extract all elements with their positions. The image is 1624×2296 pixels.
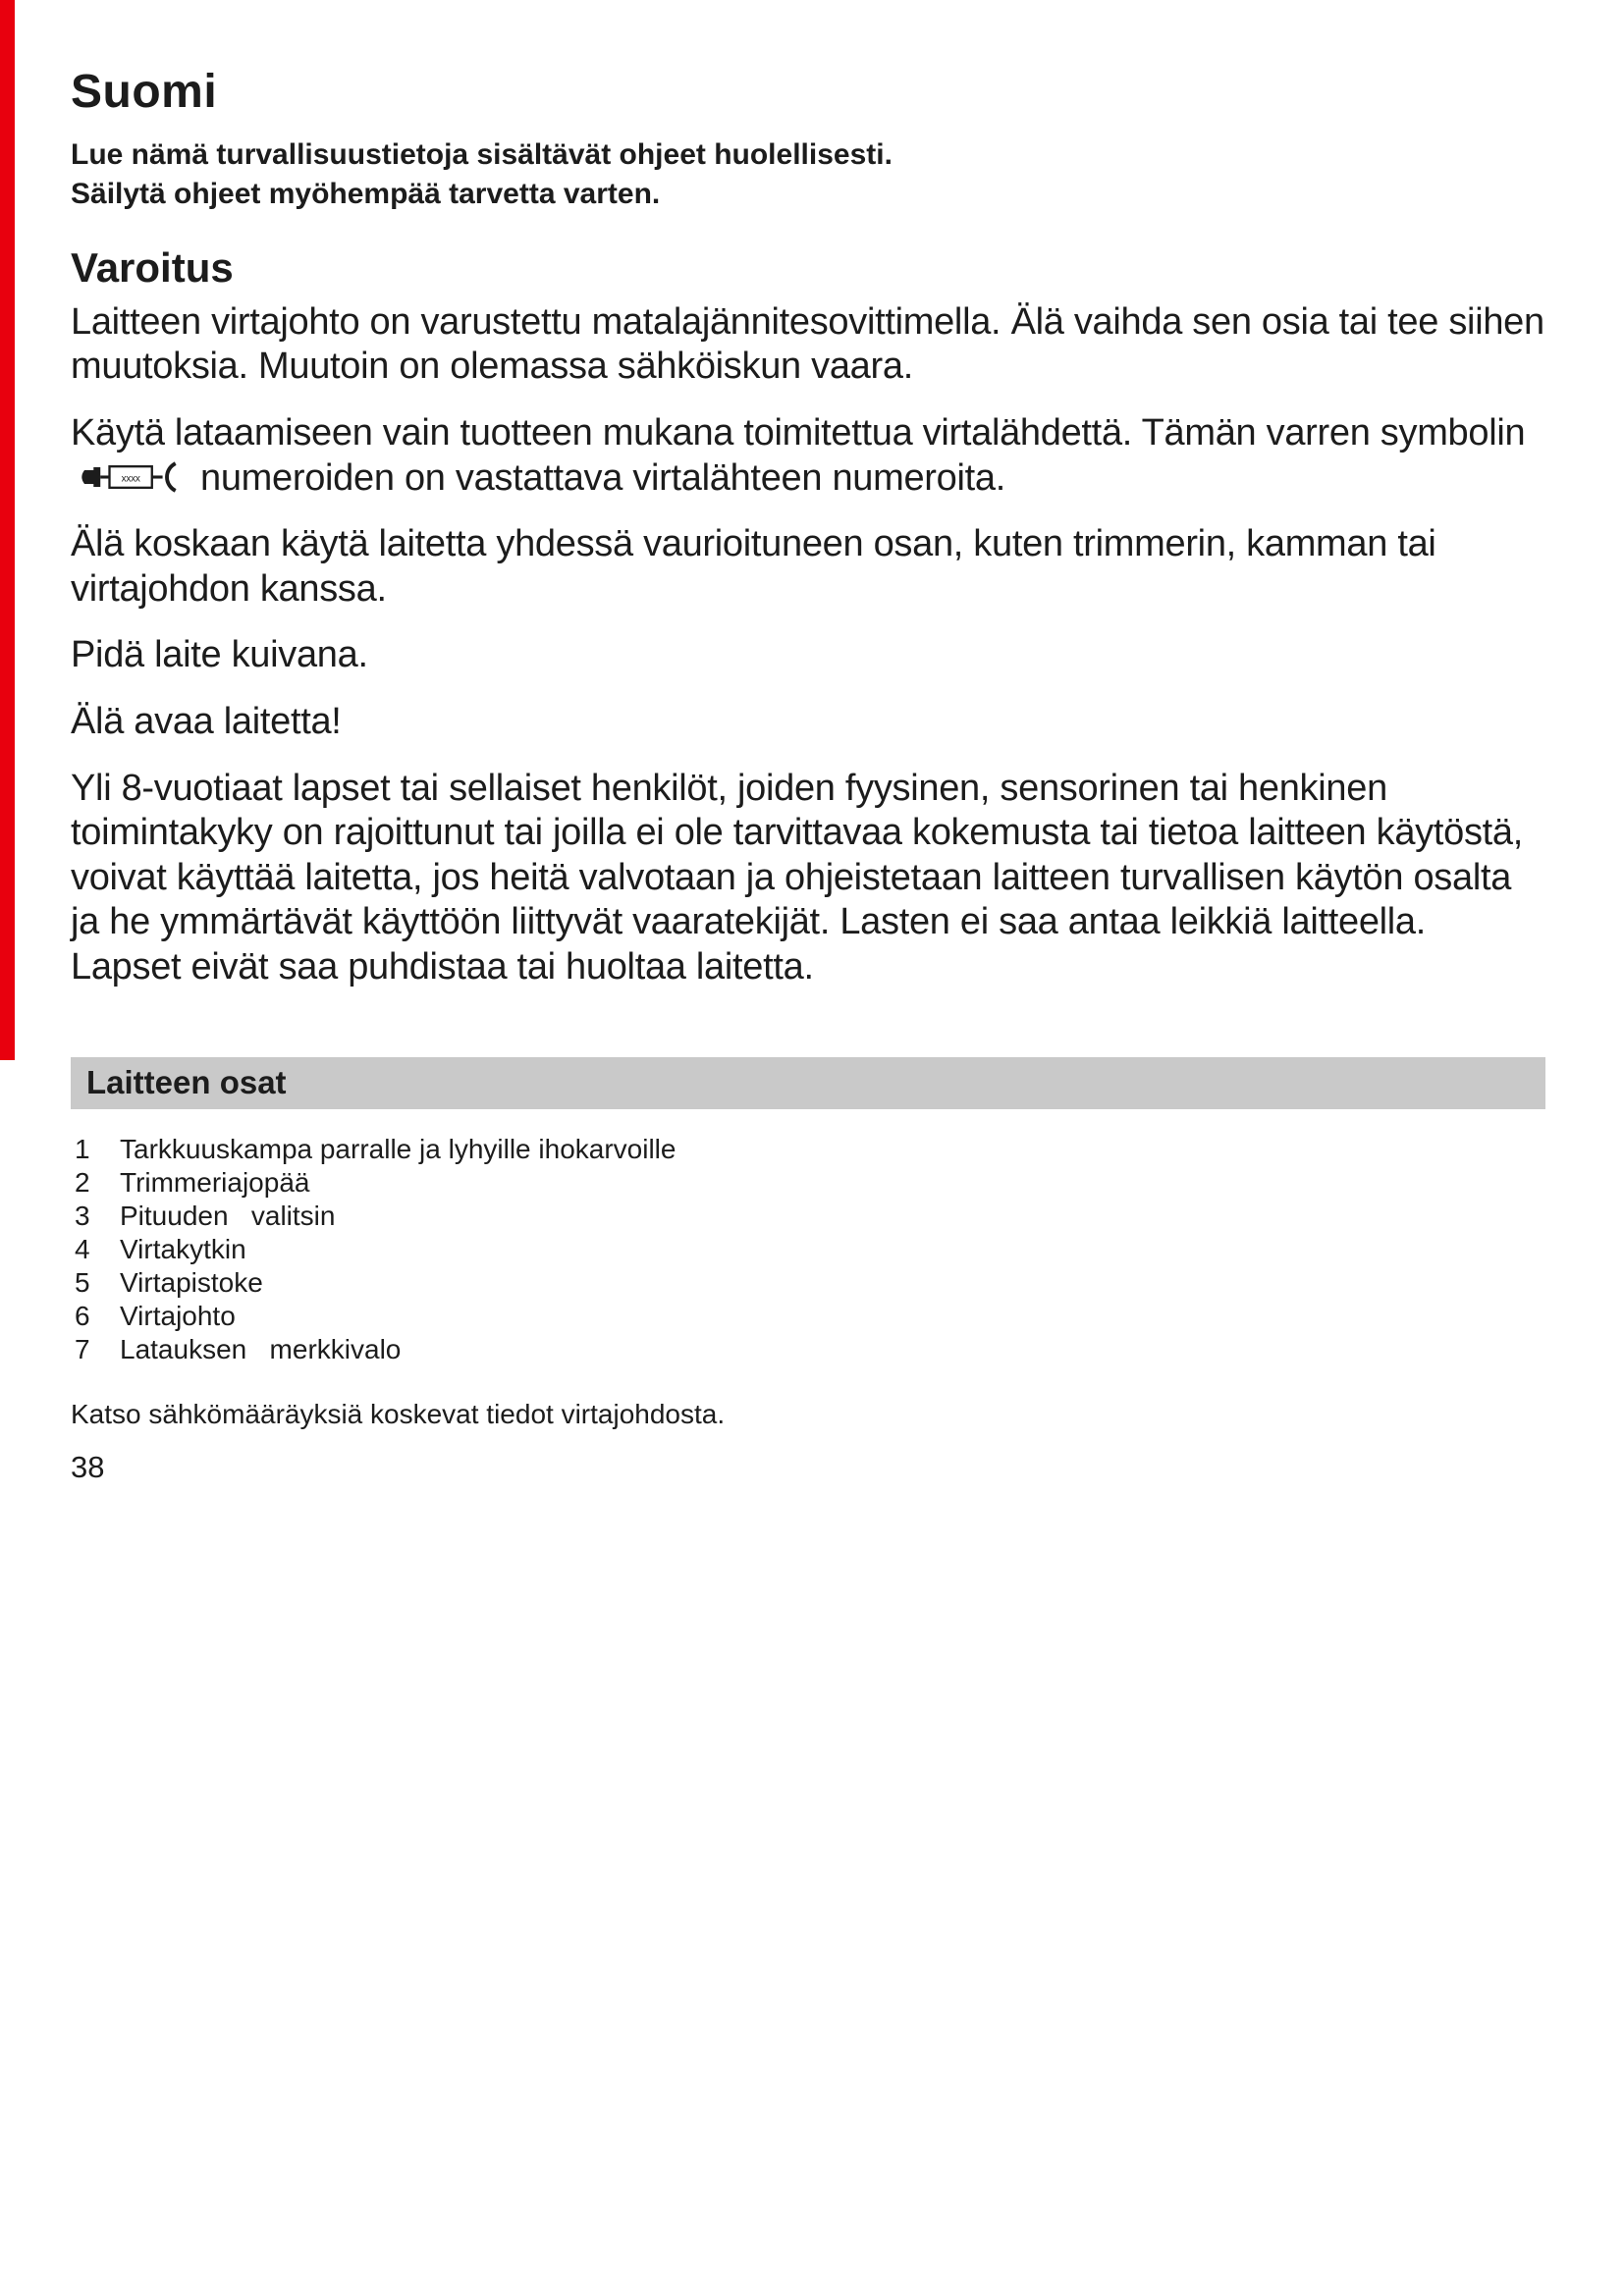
list-item-number: 4 bbox=[75, 1233, 90, 1264]
list-item bbox=[75, 1233, 1545, 1265]
symbol-label: xxxx bbox=[121, 473, 140, 485]
page-edge-accent-bar bbox=[0, 0, 15, 1060]
page-number: 38 bbox=[71, 1450, 105, 1485]
warning-paragraph-text: numeroiden on vastattava virtalähteen numeroita. bbox=[200, 456, 1005, 499]
list-item-number: 3 bbox=[75, 1200, 90, 1231]
warning-section bbox=[71, 243, 1545, 990]
warning-paragraph: Älä avaa laitetta! bbox=[71, 700, 342, 742]
safety-intro-line: Säilytä ohjeet myöhempää tarvetta varten. bbox=[71, 177, 661, 210]
warning-paragraph: Älä koskaan käytä laitetta yhdessä vaurioituneen osan, kuten trimmerin, kamman tai virtajohdon kanssa. bbox=[71, 523, 1436, 610]
parts-section bbox=[71, 1057, 1545, 1486]
list-item bbox=[75, 1133, 1545, 1165]
power-supply-symbol-icon bbox=[77, 460, 192, 494]
list-item-number: 2 bbox=[75, 1166, 90, 1198]
warning-paragraph: Laitteen virtajohto on varustettu matalajännitesovittimella. Älä vaihda sen osia tai tee siihen muutoksia. Muutoin on olemassa sähköiskun vaara. bbox=[71, 300, 1544, 388]
warning-paragraph bbox=[71, 411, 1545, 501]
electrical-note: Katso sähkömääräyksiä koskevat tiedot virtajohdosta. bbox=[71, 1398, 726, 1429]
list-item bbox=[75, 1200, 1545, 1232]
list-item-label: Trimmeriajopää bbox=[120, 1166, 310, 1198]
list-item-number: 5 bbox=[75, 1266, 90, 1298]
list-item bbox=[75, 1266, 1545, 1299]
list-item bbox=[75, 1300, 1545, 1332]
list-item-number: 6 bbox=[75, 1300, 90, 1331]
page-content bbox=[71, 66, 1545, 1485]
warning-paragraph-text: Käytä lataamiseen vain tuotteen mukana toimitettua virtalähdettä. Tämän varren symbolin bbox=[71, 411, 1526, 454]
list-item-number: 7 bbox=[75, 1333, 90, 1364]
socket-glyph bbox=[167, 463, 176, 491]
safety-intro bbox=[71, 135, 1545, 214]
warning-heading: Varoitus bbox=[71, 243, 234, 291]
list-item-label: Virtakytkin bbox=[120, 1233, 246, 1264]
list-item-number: 1 bbox=[75, 1133, 90, 1164]
list-item bbox=[75, 1333, 1545, 1365]
parts-list bbox=[71, 1133, 1545, 1365]
list-item-label: Virtapistoke bbox=[120, 1266, 263, 1298]
parts-heading: Laitteen osat bbox=[71, 1057, 1545, 1109]
list-item-label: Virtajohto bbox=[120, 1300, 236, 1331]
list-item-label: Tarkkuuskampa parralle ja lyhyille ihokarvoille bbox=[120, 1133, 677, 1164]
warning-paragraph: Pidä laite kuivana. bbox=[71, 634, 368, 676]
page-title: Suomi bbox=[71, 66, 218, 118]
list-item-label: Pituuden valitsin bbox=[120, 1200, 336, 1231]
list-item bbox=[75, 1166, 1545, 1199]
safety-intro-line: Lue nämä turvallisuustietoja sisältävät ohjeet huolellisesti. bbox=[71, 138, 893, 171]
list-item-label: Latauksen merkkivalo bbox=[120, 1333, 402, 1364]
warning-paragraph: Yli 8-vuotiaat lapset tai sellaiset henkilöt, joiden fyysinen, sensorinen tai henkinen toimintakyky on rajoittunut tai joilla ei ole tarvittavaa kokemusta tai tietoa laitteen käytöstä, voivat käyttää laitetta, jos heitä valvotaan ja ohjeistetaan laitteen turvallisen käytön osalta ja he ymmärtävät käyttöön liittyvät vaaratekijät. Lasten ei saa antaa leikkiä laitteella. Lapset eivät saa puhdistaa tai huoltaa laitetta. bbox=[71, 767, 1524, 988]
plug-glyph bbox=[81, 467, 100, 487]
